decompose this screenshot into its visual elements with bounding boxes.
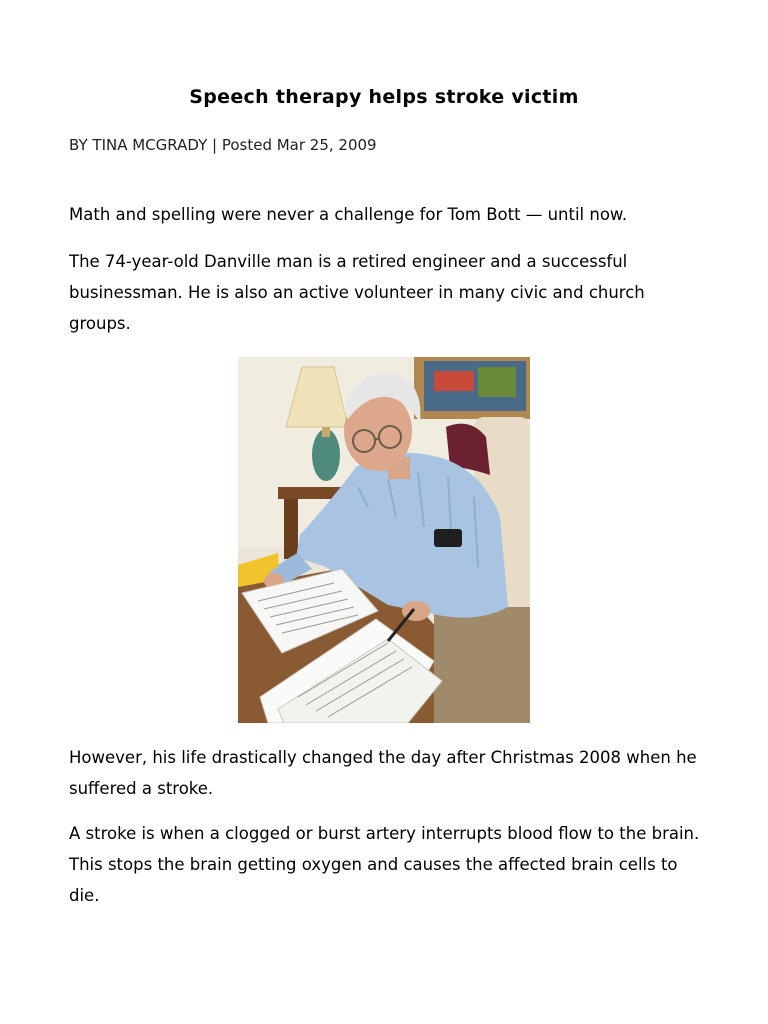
- article-title: Speech therapy helps stroke victim: [189, 86, 579, 108]
- article-paragraph: Math and spelling were never a challenge for Tom Bott — until now.: [69, 205, 628, 224]
- article-byline: BY TINA MCGRADY | Posted Mar 25, 2009: [69, 136, 377, 154]
- article-paragraph: However, his life drastically changed the day after Christmas 2008 when he suffered a stroke.: [69, 748, 697, 798]
- photo-illustration: [238, 357, 530, 723]
- article-paragraph: The 74-year-old Danville man is a retired engineer and a successful businessman. He is also an active volunteer in many civic and church groups.: [69, 252, 645, 333]
- article-photo: [238, 357, 530, 723]
- article-paragraph: A stroke is when a clogged or burst artery interrupts blood flow to the brain. This stops the brain getting oxygen and causes the affected brain cells to die.: [69, 824, 700, 905]
